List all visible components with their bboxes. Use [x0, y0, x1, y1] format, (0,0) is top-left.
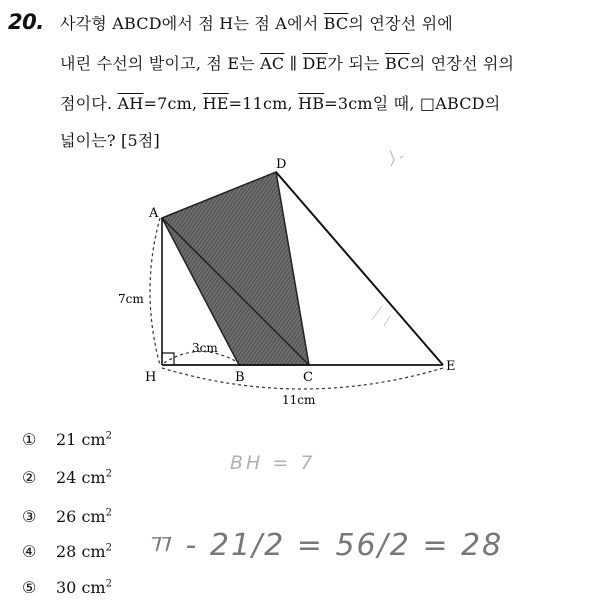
answer-choice-4[interactable]	[22, 542, 112, 561]
answer-choice-1[interactable]	[22, 430, 112, 449]
quadrilateral-abcd	[162, 172, 309, 365]
label-he-length: 11cm	[282, 393, 316, 407]
answer-choice-2[interactable]	[22, 468, 112, 487]
right-angle-marker	[162, 353, 174, 365]
question-text: 가 되는	[327, 54, 385, 73]
segment-hb: $\overline{HB}$	[298, 94, 325, 113]
choice-unit-exponent: 2	[105, 578, 112, 590]
point-label-h: H	[145, 370, 157, 385]
choice-number: ①	[22, 430, 37, 449]
point-label-b: B	[235, 370, 245, 385]
question-text: 의 연장선 위에	[348, 14, 453, 33]
label-ah-length: 7cm	[118, 292, 144, 306]
choice-value: 21 cm	[56, 430, 106, 449]
choice-value: 26 cm	[56, 507, 106, 526]
choice-number: ④	[22, 542, 37, 561]
segment-de: $\overline{DE}$	[302, 54, 328, 73]
point-label-d: D	[276, 157, 287, 172]
pencil-scribble	[390, 150, 403, 166]
choice-value: 28 cm	[56, 542, 106, 561]
question-text: =7cm,	[143, 94, 203, 113]
brace-ah	[150, 218, 160, 365]
handwritten-note-2: ㄲ - 21/2 = 56/2 = 28	[143, 528, 504, 563]
choice-value: 30 cm	[56, 578, 106, 597]
pencil-scribble	[372, 306, 390, 326]
parallel-symbol: ∥	[284, 54, 303, 73]
question-number: 20.	[8, 10, 44, 34]
choice-value: 24 cm	[56, 468, 106, 487]
choice-unit-exponent: 2	[105, 507, 112, 519]
question-line-4: 넓이는? [5점]	[60, 131, 160, 150]
question-text: =11cm,	[228, 94, 299, 113]
question-text: 의 연장선 위의	[409, 54, 515, 73]
segment-ac: $\overline{AC}$	[260, 54, 285, 73]
label-hb-length: 3cm	[192, 341, 218, 355]
question-text: 내린 수선의 발이고, 점 E는	[60, 54, 261, 73]
question-text: =3cm일 때, □ABCD의	[324, 94, 501, 113]
answer-choice-3[interactable]	[22, 507, 112, 526]
point-label-c: C	[303, 370, 313, 385]
point-label-a: A	[149, 206, 159, 221]
handwritten-note-1: BH = 7	[230, 452, 316, 474]
choice-unit-exponent: 2	[105, 468, 112, 480]
choice-number: ③	[22, 507, 37, 526]
segment-bc: $\overline{BC}$	[385, 54, 410, 73]
choice-number: ②	[22, 468, 37, 487]
question-text: 점이다.	[60, 94, 118, 113]
choice-unit-exponent: 2	[105, 430, 112, 442]
choice-unit-exponent: 2	[105, 542, 112, 554]
choice-number: ⑤	[22, 578, 37, 597]
answer-choice-5[interactable]	[22, 578, 112, 597]
segment-bc: $\overline{BC}$	[323, 14, 349, 33]
question-text: 사각형 ABCD에서 점 H는 점 A에서	[60, 14, 324, 33]
point-label-e: E	[446, 359, 456, 374]
segment-he: $\overline{HE}$	[202, 94, 229, 113]
segment-ah: $\overline{AH}$	[117, 94, 144, 113]
